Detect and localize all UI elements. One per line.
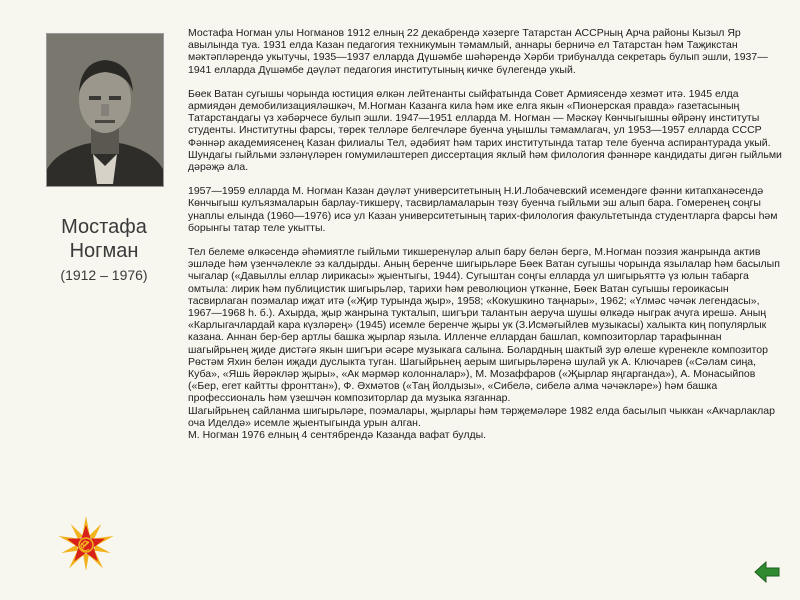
person-first-name: Мостафа (61, 216, 147, 238)
biography-paragraph-4: Тел белеме өлкәсендә әһәмиятле гыйльми тикшеренүләр алып бару белән бергә, М.Ногман поэзия жанрында актив эшләде һәм үзенчәлекле эз калдырды. Аның беренче шигырьләре Бөек Ватан сугышы чорында язылалар һәм басылып чыгалар («Давыллы еллар лирикасы» җыентыгы, 1944). Сугыштан соңгы елларда ул шигырьяттә үз юлын табарга омтыла: лирик һәм публицистик шигырьләр, тарихи һәм революцион үткәнне, Бөек Ватан сугышы героикасын тасвирлаган поэмалар иҗат итә («Җир турында җыр», 1958; «Кокушкино таңнары», 1962; «Үлмәс чәчәк легендасы», 1967—1968 h. б.). Ахырда, җыр жанрына тукталып, шигъри талантын аеруча шушы өлкәдә ныграк ачуга ирешә. Аның «Карлыгачлардай кара күзләрең» (1945) исемле беренче җыры ук (З.Исмәгыйлев музыкасы) халыкта киң популярлык казана. Аннан бер-бер артлы башка җырлар языла. Илленче еллардан башлап, композиторлар тарафыннан шагыйрьнең җиде дистәгә якын шигъри әсәре музыкага салына. Болардның шактый зур өлеше күренекле композитор Рөстәм Яхин белән иҗади дуслыкта туган. Шагыйрьнең аерым шигырьләренә шулай ук А. Ключарев («Сәлам сиңа, Куба», «Яшь йөрәкләр җыры», «Ак мәрмәр колонналар»), М. Мозаффаров («Җырлар яңгарганда»), А. Монасыйпов («Бер, егет кайтты фронттан»), Ф. Әхмәтов («Таң йолдызы», «Сибелә, сибелә алма чәчәкләре») һәм башка профессиональ һәм үзешчән композиторлар да музыка язганнар. Шагыйрьнең сайланма шигырьләре, поэмалары, җырлары һәм тәрҗемәләре 1982 елда басылып чыккан «Акчарлаклар оча Иделдә» исемле җыентыгында урын алган. М. Ногман 1976 елның 4 сентябрендә Казанда вафат булды. (188, 246, 780, 442)
biography-paragraph-1: Мостафа Ногман улы Ногманов 1912 елның 22 декабрендә хәзерге Татарстан АССРның Арча районы Кызыл Яр авылында туа. 1931 елда Казан педагогия техникумын тәмамлый, аннары берничә ел Татарстан һәм Таҗикстан мәктәпләрендә укытучы, 1935—1937 елларда Дүшәмбе шәһәрендә Хәрби трибуналда секретарь булып эшли, 1937—1941 елларда Дүшәмбе дәүләт педагогия институтының кичке бүлегендә укый. (188, 27, 768, 76)
biography-paragraph-3: 1957—1959 елларда М. Ногман Казан дәүләт университетының Н.И.Лобачевский исемендәге фәнни китапханәсендә Көнчыгыш кулъязмаларын барлау-тикшерү, тасвирламаларын төзү буенча гыйльми эш алып бара. Гомеренең соңгы унаплы елында (1960—1976) исә ул Казан университетының тарих-филология факультетында студентларга фарсы һәм борынгы татар теле укытты. (188, 185, 778, 234)
biography-paragraph-2: Бөек Ватан сугышы чорында юстиция өлкән лейтенанты сыйфатында Совет Армиясендә хезмәт итә. 1945 елда армиядән демобилизацияләшкәч, М.Ногман Казанга кила һәм ике елга якын «Пионерская правда» газетасының Татарстандагы үз хәбәрчесе булып эшли. 1947—1951 елларда М. Ногман — Мәскәү Көнчыгышны өйрәнү институты студенты. Институтны фарсы, төрек телләре белгечләре буенча уңышлы тәмамлагач, ул 1953—1957 елларда СССР Фәннәр академиясенең Казан филиалы Тел, әдәбият һәм тарих институтында татар теле буенча аспирантурада укый. Шундагы гыйльми эзләнүләрен гомумиләштереп диссертация яклый һәм филология фәннәре кандидаты дигән гыйльми дәрәҗә ала. (188, 87, 782, 174)
back-arrow-icon[interactable] (754, 561, 780, 583)
order-of-patriotic-war-icon (56, 515, 116, 575)
biography-text (188, 27, 782, 441)
person-years: (1912 – 1976) (60, 267, 148, 283)
portrait-photo (46, 33, 164, 187)
person-caption (40, 215, 168, 285)
person-last-name: Ногман (69, 240, 139, 262)
